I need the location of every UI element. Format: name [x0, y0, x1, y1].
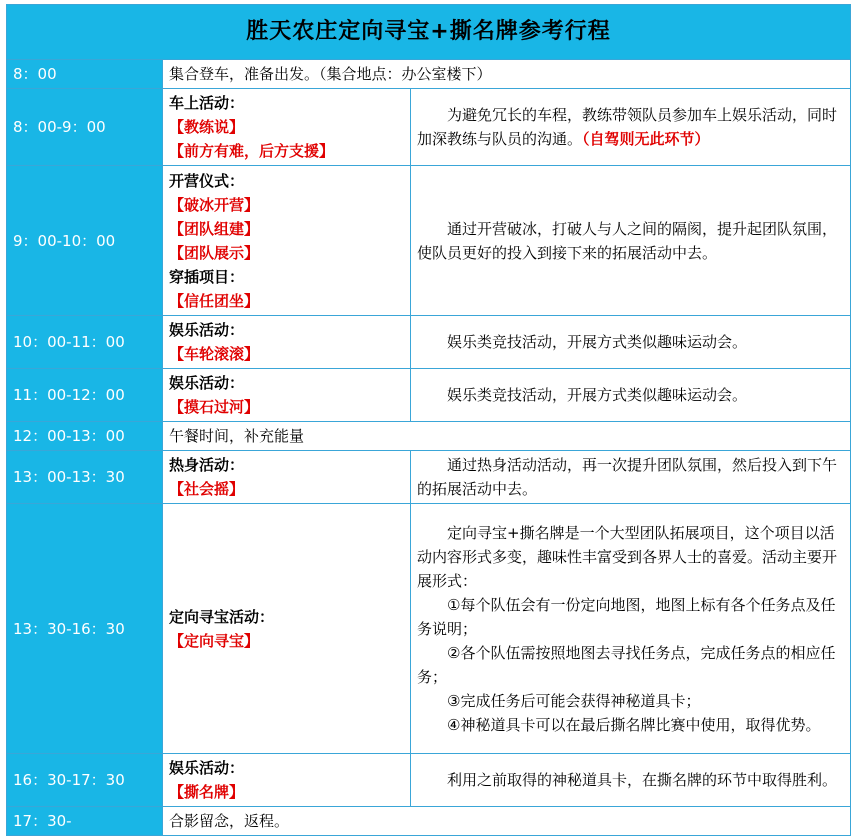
activity-label: 车上活动：: [169, 94, 245, 112]
description-cell: [411, 89, 851, 166]
description-cell: [411, 451, 851, 504]
description-point: ①每个队伍会有一份定向地图，地图上标有各个任务点及任务说明；: [417, 595, 836, 638]
activity-cell: [163, 754, 411, 807]
table-row: [7, 316, 851, 369]
time-cell: 16：30-17：30: [7, 754, 163, 807]
description-text: 娱乐类竞技活动，开展方式类似趣味运动会。: [447, 333, 748, 351]
description-body: 为避免冗长的车程，教练带领队员参加车上娱乐活动，同时加深教练与队员的沟通。: [417, 106, 838, 148]
description-text: 通过热身活动活动，再一次提升团队氛围，然后投入到下午的拓展活动中去。: [417, 456, 838, 498]
activity-item: 【车轮滚滚】: [169, 345, 260, 363]
description-text: 利用之前取得的神秘道具卡，在撕名牌的环节中取得胜利。: [447, 771, 838, 789]
description-cell: [411, 504, 851, 754]
activity-label: 热身活动：: [169, 456, 245, 474]
activity-item: 【破冰开营】: [169, 195, 260, 214]
time-cell: 8：00-9：00: [7, 89, 163, 166]
description-point: ④神秘道具卡可以在最后撕名牌比赛中使用，取得优势。: [447, 715, 821, 734]
activity-item: 【定向寻宝】: [169, 631, 260, 650]
description-cell: [411, 166, 851, 316]
activity-cell: [163, 166, 411, 316]
itinerary-table: [6, 4, 851, 836]
activity-cell: [163, 504, 411, 754]
activity-item: 【团队展示】: [169, 243, 260, 262]
time-cell: 13：30-16：30: [7, 504, 163, 754]
time-cell: 13：00-13：30: [7, 451, 163, 504]
description-text: 娱乐类竞技活动，开展方式类似趣味运动会。: [447, 386, 748, 404]
itinerary-document: [6, 4, 850, 836]
description-point: ③完成任务后可能会获得神秘道具卡；: [447, 691, 701, 710]
activity-label: 定向寻宝活动：: [169, 607, 275, 626]
table-row: [7, 166, 851, 316]
activity-item: 【前方有难，后方支援】: [169, 142, 335, 160]
activity-cell: [163, 369, 411, 422]
description-text: [417, 103, 844, 151]
description-note: （自驾则无此环节）: [582, 130, 710, 148]
activity-item: 【社会摇】: [169, 480, 245, 498]
table-row: [7, 754, 851, 807]
table-row: [7, 504, 851, 754]
description-text: 定向寻宝+撕名牌是一个大型团队拓展项目，这个项目以活动内容形式多变，趣味性丰富受到各界人士的喜爱。活动主要开展形式：: [417, 523, 838, 590]
activity-label-secondary: 穿插项目：: [169, 267, 245, 286]
activity-item: 【信任团坐】: [169, 291, 260, 310]
activity-label: 娱乐活动：: [169, 321, 245, 339]
description-cell: [411, 316, 851, 369]
full-row-text: 集合登车，准备出发。（集合地点：办公室楼下）: [163, 60, 851, 89]
description-point: ②各个队伍需按照地图去寻找任务点，完成任务点的相应任务；: [417, 643, 836, 686]
description-cell: [411, 369, 851, 422]
table-row: [7, 451, 851, 504]
page-title: 胜天农庄定向寻宝+撕名牌参考行程: [7, 5, 851, 60]
activity-label: 娱乐活动：: [169, 759, 245, 777]
description-text: 通过开营破冰，打破人与人之间的隔阂，提升起团队氛围，使队员更好的投入到接下来的拓展活动中去。: [417, 219, 838, 262]
activity-item: 【教练说】: [169, 118, 245, 136]
activity-item: 【摸石过河】: [169, 398, 260, 416]
activity-item: 【撕名牌】: [169, 783, 245, 801]
activity-label: 娱乐活动：: [169, 374, 245, 392]
activity-cell: [163, 89, 411, 166]
full-row-text: 合影留念，返程。: [163, 807, 851, 836]
table-row: [7, 807, 851, 836]
table-row: [7, 422, 851, 451]
time-cell: 9：00-10：00: [7, 166, 163, 316]
table-row: [7, 89, 851, 166]
title-row: [7, 5, 851, 60]
time-cell: 11：00-12：00: [7, 369, 163, 422]
activity-label: 开营仪式：: [169, 171, 245, 190]
activity-item: 【团队组建】: [169, 219, 260, 238]
time-cell: 10：00-11：00: [7, 316, 163, 369]
full-row-text: 午餐时间，补充能量: [163, 422, 851, 451]
table-row: [7, 369, 851, 422]
activity-cell: [163, 316, 411, 369]
activity-cell: [163, 451, 411, 504]
time-cell: 17：30-: [7, 807, 163, 836]
description-cell: [411, 754, 851, 807]
time-cell: 8：00: [7, 60, 163, 89]
time-cell: 12：00-13：00: [7, 422, 163, 451]
table-row: [7, 60, 851, 89]
